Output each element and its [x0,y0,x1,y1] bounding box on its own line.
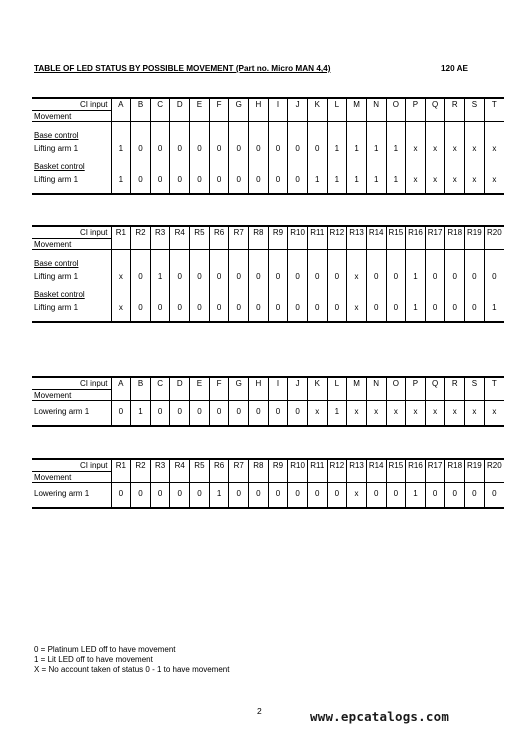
led-status-cell: 1 [406,486,426,501]
led-status-cell: 0 [190,172,210,187]
led-status-cell: 0 [190,404,210,419]
movement-label: Movement [32,239,111,250]
column-header: A [111,377,131,390]
led-status-cell: 0 [268,141,288,156]
column-header: R1 [111,226,131,239]
column-header: D [170,377,190,390]
led-status-cell: 0 [288,300,308,315]
column-header: R13 [347,459,367,472]
led-status-cell: x [347,269,367,284]
column-header: R19 [465,226,485,239]
movement-label: Movement [32,472,111,483]
column-header: R7 [229,459,249,472]
column-header: R11 [307,226,327,239]
section-heading: Basket control [34,162,85,171]
column-header: R7 [229,226,249,239]
column-header: R12 [327,226,347,239]
column-header: L [327,377,347,390]
led-status-cell: 1 [406,300,426,315]
column-header: M [347,377,367,390]
column-header: N [366,377,386,390]
column-header: I [268,98,288,111]
led-status-table [32,225,504,323]
led-status-cell: 0 [170,300,190,315]
led-status-cell: x [465,172,485,187]
page-number: 2 [257,706,262,716]
led-status-cell: 0 [131,300,151,315]
led-status-cell: 1 [307,172,327,187]
row-label: Lifting arm 1 [34,272,79,281]
led-status-cell: 0 [209,172,229,187]
led-status-cell: x [406,172,426,187]
led-status-cell: 0 [268,486,288,501]
led-status-cell: 0 [288,269,308,284]
column-header: G [229,98,249,111]
column-header: M [347,98,367,111]
led-status-cell: 0 [131,141,151,156]
led-status-cell: 0 [288,404,308,419]
led-status-cell: 1 [111,141,131,156]
led-status-cell: 0 [249,269,269,284]
led-status-cell: 0 [150,172,170,187]
led-status-cell: 0 [209,404,229,419]
ci-input-label: CI input [32,98,111,111]
legend [34,645,229,675]
led-status-cell: 0 [190,269,210,284]
led-status-cell: 0 [465,486,485,501]
led-status-cell: 0 [209,269,229,284]
led-status-cell: 0 [288,486,308,501]
column-header: R11 [307,459,327,472]
led-status-cell: x [406,404,426,419]
led-status-cell: x [386,404,406,419]
column-header: F [209,98,229,111]
led-status-cell: 0 [425,269,445,284]
led-status-cell: 0 [484,269,504,284]
led-status-cell: 0 [229,141,249,156]
movement-label: Movement [32,390,111,401]
led-status-cell: 0 [366,486,386,501]
column-header: O [386,377,406,390]
led-status-cell: 0 [307,269,327,284]
column-header: S [465,98,485,111]
led-status-cell: x [465,404,485,419]
column-header: R13 [347,226,367,239]
led-status-cell: x [366,404,386,419]
column-header: J [288,377,308,390]
table-row [32,141,504,156]
column-header: R20 [484,459,504,472]
column-header: R19 [465,459,485,472]
column-header: R10 [288,226,308,239]
column-header: S [465,377,485,390]
led-status-cell: 0 [229,172,249,187]
led-status-cell: x [347,300,367,315]
column-header: R [445,98,465,111]
column-header: N [366,98,386,111]
led-status-cell: 0 [170,269,190,284]
led-status-cell: 0 [288,141,308,156]
led-status-cell: 0 [445,300,465,315]
column-header: O [386,98,406,111]
led-status-cell: 0 [327,269,347,284]
led-status-cell: 0 [386,269,406,284]
led-status-cell: 0 [131,269,151,284]
led-status-cell: 0 [249,172,269,187]
led-status-cell: 0 [229,404,249,419]
led-status-cell: x [484,172,504,187]
table-row [32,269,504,284]
column-header: T [484,377,504,390]
led-status-cell: x [406,141,426,156]
column-header: R5 [190,459,210,472]
led-status-cell: 0 [170,172,190,187]
led-status-cell: 0 [190,141,210,156]
column-header: G [229,377,249,390]
led-status-cell: 0 [150,300,170,315]
led-status-cell: 0 [111,404,131,419]
led-status-cell: 0 [170,141,190,156]
table-row [32,172,504,187]
column-header: R15 [386,459,406,472]
column-header: E [190,377,210,390]
column-header: K [307,98,327,111]
column-header: R18 [445,226,465,239]
column-header: R16 [406,226,426,239]
column-header: C [150,98,170,111]
row-label: Lifting arm 1 [34,303,79,312]
led-status-cell: 1 [209,486,229,501]
column-header: Q [425,377,445,390]
led-status-cell: 0 [209,141,229,156]
column-header: R9 [268,459,288,472]
row-label: Lowering arm 1 [34,407,90,416]
led-status-cell: x [347,404,367,419]
column-header: R20 [484,226,504,239]
led-status-cell: 0 [150,486,170,501]
legend-item-1: 1 = Lit LED off to have movement [34,655,153,664]
led-status-cell: 1 [406,269,426,284]
table-row [32,404,504,419]
led-status-cell: x [445,172,465,187]
led-status-cell: 0 [150,404,170,419]
led-status-cell: 0 [150,141,170,156]
led-status-cell: 0 [190,486,210,501]
row-label: Lifting arm 1 [34,144,79,153]
section-heading: Base control [34,131,79,140]
led-status-cell: x [425,404,445,419]
led-status-cell: x [445,141,465,156]
column-header: P [406,377,426,390]
column-header: R14 [366,226,386,239]
led-status-cell: 1 [327,141,347,156]
column-header: A [111,98,131,111]
ci-input-label: CI input [32,226,111,239]
column-header: R10 [288,459,308,472]
column-header: C [150,377,170,390]
movement-label: Movement [32,111,111,122]
led-status-cell: 1 [327,404,347,419]
column-header: R12 [327,459,347,472]
led-status-cell: x [307,404,327,419]
led-status-cell: x [425,141,445,156]
table-row [32,300,504,315]
column-header: R17 [425,459,445,472]
led-status-cell: 0 [268,172,288,187]
column-header: R3 [150,226,170,239]
led-status-cell: 0 [268,300,288,315]
column-header: B [131,98,151,111]
led-status-table [32,97,504,195]
led-status-cell: 0 [249,486,269,501]
led-status-cell: x [484,141,504,156]
led-status-cell: x [484,404,504,419]
section-heading: Basket control [34,290,85,299]
led-status-cell: 0 [209,300,229,315]
column-header: R5 [190,226,210,239]
led-status-cell: 0 [249,141,269,156]
led-status-cell: 0 [327,300,347,315]
led-status-cell: 0 [465,300,485,315]
led-status-cell: 0 [366,300,386,315]
column-header: E [190,98,210,111]
led-status-cell: 0 [268,269,288,284]
led-status-cell: 0 [131,486,151,501]
led-status-cell: 0 [131,172,151,187]
column-header: R1 [111,459,131,472]
column-header: P [406,98,426,111]
led-status-cell: 0 [307,300,327,315]
led-status-cell: 1 [366,141,386,156]
led-status-cell: 0 [386,300,406,315]
led-status-cell: 1 [150,269,170,284]
led-status-cell: 0 [307,486,327,501]
led-status-cell: 0 [249,300,269,315]
led-status-cell: 1 [484,300,504,315]
led-status-cell: 0 [288,172,308,187]
column-header: R14 [366,459,386,472]
led-status-cell: 0 [170,486,190,501]
column-header: R4 [170,459,190,472]
led-status-cell: 0 [327,486,347,501]
led-status-cell: 0 [229,300,249,315]
led-status-table [32,458,504,509]
led-status-cell: 0 [268,404,288,419]
led-status-cell: 1 [327,172,347,187]
column-header: H [249,377,269,390]
column-header: R [445,377,465,390]
ci-input-label: CI input [32,459,111,472]
column-header: R18 [445,459,465,472]
column-header: R8 [249,226,269,239]
model-label: 120 AE [441,64,469,73]
led-status-cell: 1 [131,404,151,419]
column-header: R4 [170,226,190,239]
led-status-cell: 1 [111,172,131,187]
led-status-cell: x [425,172,445,187]
ci-input-label: CI input [32,377,111,390]
led-status-cell: 1 [386,172,406,187]
column-header: R2 [131,226,151,239]
column-header: B [131,377,151,390]
legend-item-x: X = No account taken of status 0 - 1 to have movement [34,665,230,674]
led-status-cell: 0 [229,486,249,501]
column-header: R6 [209,226,229,239]
column-header: R15 [386,226,406,239]
led-status-cell: 0 [229,269,249,284]
led-status-cell: x [445,404,465,419]
led-status-cell: 1 [386,141,406,156]
column-header: R9 [268,226,288,239]
led-status-cell: 1 [366,172,386,187]
led-status-cell: 0 [170,404,190,419]
led-status-cell: 0 [445,269,465,284]
led-status-cell: x [111,269,131,284]
led-status-table [32,376,504,427]
led-status-cell: 0 [366,269,386,284]
led-status-cell: 0 [307,141,327,156]
legend-item-0: 0 = Platinum LED off to have movement [34,645,176,654]
watermark: www.epcatalogs.com [310,709,450,724]
column-header: L [327,98,347,111]
led-status-cell: 0 [445,486,465,501]
column-header: R16 [406,459,426,472]
column-header: J [288,98,308,111]
column-header: D [170,98,190,111]
led-status-cell: 0 [249,404,269,419]
led-status-cell: 0 [425,300,445,315]
led-status-cell: x [111,300,131,315]
led-status-cell: 0 [425,486,445,501]
column-header: R3 [150,459,170,472]
led-status-cell: 1 [347,141,367,156]
table-row [32,486,504,501]
led-status-cell: 0 [386,486,406,501]
column-header: R6 [209,459,229,472]
column-header: R8 [249,459,269,472]
row-label: Lifting arm 1 [34,175,79,184]
section-heading: Base control [34,259,79,268]
led-status-cell: 0 [190,300,210,315]
column-header: R17 [425,226,445,239]
column-header: T [484,98,504,111]
led-status-cell: x [347,486,367,501]
column-header: F [209,377,229,390]
column-header: I [268,377,288,390]
column-header: K [307,377,327,390]
led-status-cell: 1 [347,172,367,187]
page-title: TABLE OF LED STATUS BY POSSIBLE MOVEMENT (Part no. Micro MAN 4,4) [34,64,331,73]
column-header: Q [425,98,445,111]
column-header: R2 [131,459,151,472]
led-status-cell: x [465,141,485,156]
column-header: H [249,98,269,111]
led-status-cell: 0 [465,269,485,284]
led-status-cell: 0 [111,486,131,501]
row-label: Lowering arm 1 [34,489,90,498]
led-status-cell: 0 [484,486,504,501]
